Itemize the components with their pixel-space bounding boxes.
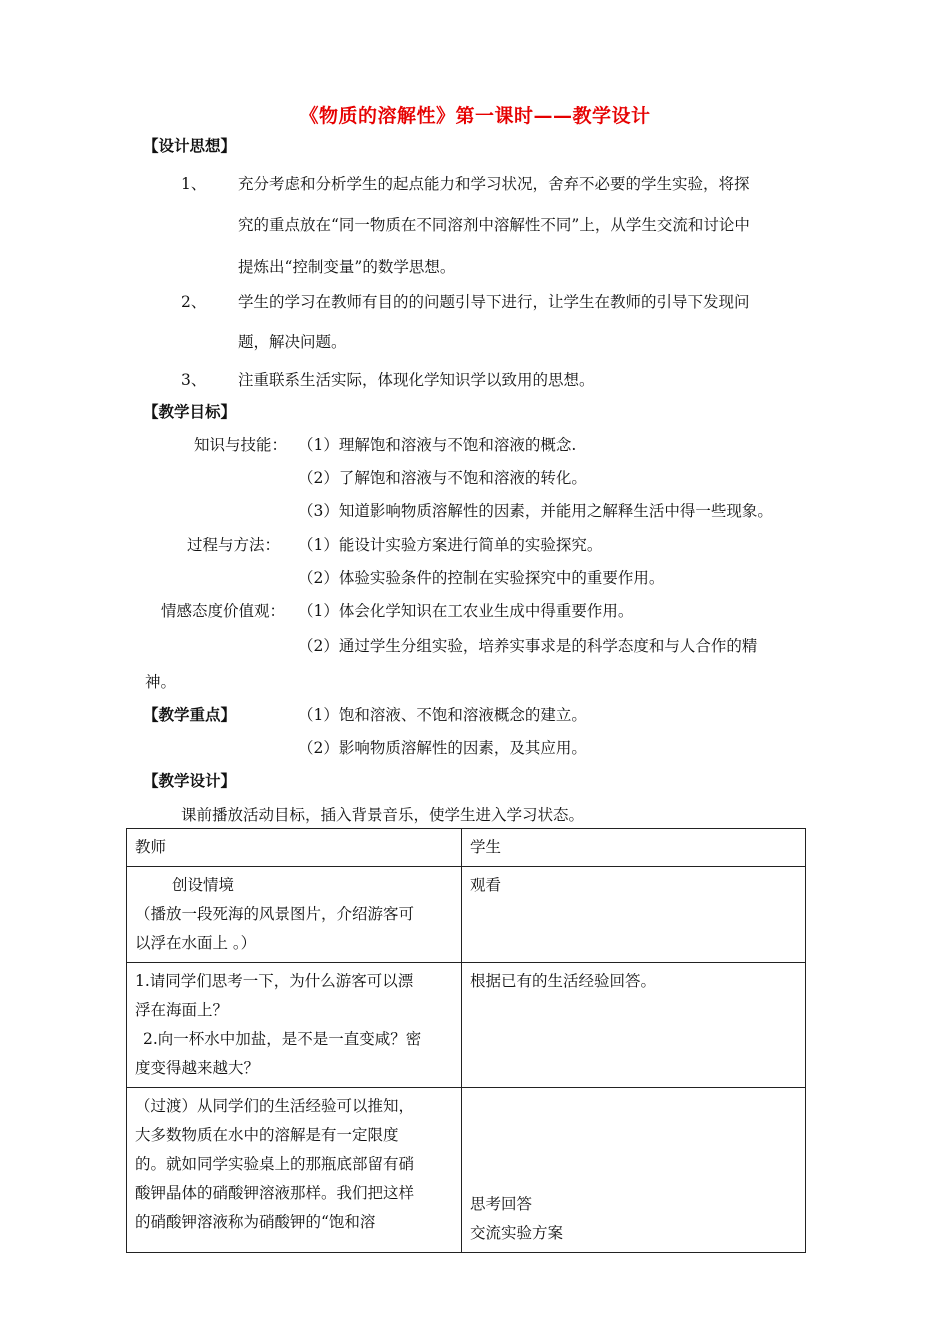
paragraph-line: 学生的学习在教师有目的的问题引导下进行，让学生在教师的引导下发现问 — [238, 293, 750, 311]
section-heading-design-idea: 【设计思想】 — [143, 136, 237, 155]
teaching-design-intro: 课前播放活动目标，插入背景音乐，使学生进入学习状态。 — [181, 806, 585, 824]
table-row — [127, 867, 806, 963]
section-heading-teaching-design: 【教学设计】 — [143, 771, 237, 790]
table-header-row — [127, 829, 806, 867]
goal-item-continuation: 神。 — [145, 673, 177, 691]
goal-item: （2）通过学生分组实验，培养实事求是的科学态度和与人合作的精 — [298, 637, 758, 655]
cell-line: 浮在海面上？ — [135, 1001, 229, 1019]
paragraph-line: 究的重点放在“同一物质在不同溶剂中溶解性不同”上，从学生交流和讨论中 — [238, 216, 750, 234]
goal-label-process: 过程与方法： — [187, 536, 281, 554]
paragraph-line: 注重联系生活实际，体现化学知识学以致用的思想。 — [238, 371, 595, 389]
teacher-cell — [127, 963, 462, 1088]
goal-item: （2）了解饱和溶液与不饱和溶液的转化。 — [298, 469, 587, 487]
key-point-item: （2）影响物质溶解性的因素，及其应用。 — [298, 739, 587, 757]
cell-line: 酸钾晶体的硝酸钾溶液那样。我们把这样 — [135, 1184, 415, 1202]
teacher-cell — [127, 867, 462, 963]
table-header-teacher: 教师 — [127, 829, 462, 867]
goal-item: （1）体会化学知识在工农业生成中得重要作用。 — [298, 602, 634, 620]
cell-line: 的硝酸钾溶液称为硝酸钾的“饱和溶 — [135, 1213, 376, 1231]
goal-item: （2）体验实验条件的控制在实验探究中的重要作用。 — [298, 569, 665, 587]
cell-line: （播放一段死海的风景图片，介绍游客可 — [135, 905, 415, 923]
item-number: 1、 — [181, 175, 207, 193]
table-row — [127, 1088, 806, 1253]
cell-line: 度变得越来越大？ — [135, 1059, 260, 1077]
item-number: 2、 — [181, 293, 207, 311]
cell-line: 思考回答 — [470, 1195, 533, 1213]
section-heading-key-points: 【教学重点】 — [143, 705, 237, 724]
page-title: 《物质的溶解性》第一课时——教学设计 — [299, 105, 651, 127]
item-number: 3、 — [181, 371, 207, 389]
cell-line: （过渡）从同学们的生活经验可以推知， — [135, 1097, 415, 1115]
cell-line: 创设情境 — [172, 876, 235, 894]
goal-item: （3）知道影响物质溶解性的因素，并能用之解释生活中得一些现象。 — [298, 502, 773, 520]
cell-line: 观看 — [470, 876, 502, 894]
cell-line: 的。就如同学实验桌上的那瓶底部留有硝 — [135, 1155, 415, 1173]
cell-line: 2.向一杯水中加盐，是不是一直变咸？密 — [143, 1030, 422, 1048]
paragraph-line: 充分考虑和分析学生的起点能力和学习状况，舍弃不必要的学生实验，将探 — [238, 175, 750, 193]
paragraph-line: 题，解决问题。 — [238, 333, 347, 351]
lesson-table — [126, 828, 806, 1253]
key-point-item: （1）饱和溶液、不饱和溶液概念的建立。 — [298, 706, 587, 724]
teacher-cell — [127, 1088, 462, 1253]
goal-label-emotion: 情感态度价值观： — [161, 602, 286, 620]
student-cell — [462, 1088, 806, 1253]
cell-line: 1.请同学们思考一下，为什么游客可以漂 — [135, 972, 414, 990]
cell-line: 大多数物质在水中的溶解是有一定限度 — [135, 1126, 399, 1144]
section-heading-goals: 【教学目标】 — [143, 402, 237, 421]
table-row — [127, 963, 806, 1088]
cell-line: 以浮在水面上 。） — [135, 934, 257, 952]
goal-label-knowledge: 知识与技能： — [194, 436, 288, 454]
goal-item: （1）理解饱和溶液与不饱和溶液的概念. — [298, 436, 577, 454]
cell-line: 根据已有的生活经验回答。 — [470, 972, 657, 990]
student-cell — [462, 963, 806, 1088]
paragraph-line: 提炼出“控制变量”的数学思想。 — [238, 258, 456, 276]
table-header-student: 学生 — [462, 829, 806, 867]
goal-item: （1）能设计实验方案进行简单的实验探究。 — [298, 536, 603, 554]
student-cell — [462, 867, 806, 963]
cell-line: 交流实验方案 — [470, 1224, 564, 1242]
